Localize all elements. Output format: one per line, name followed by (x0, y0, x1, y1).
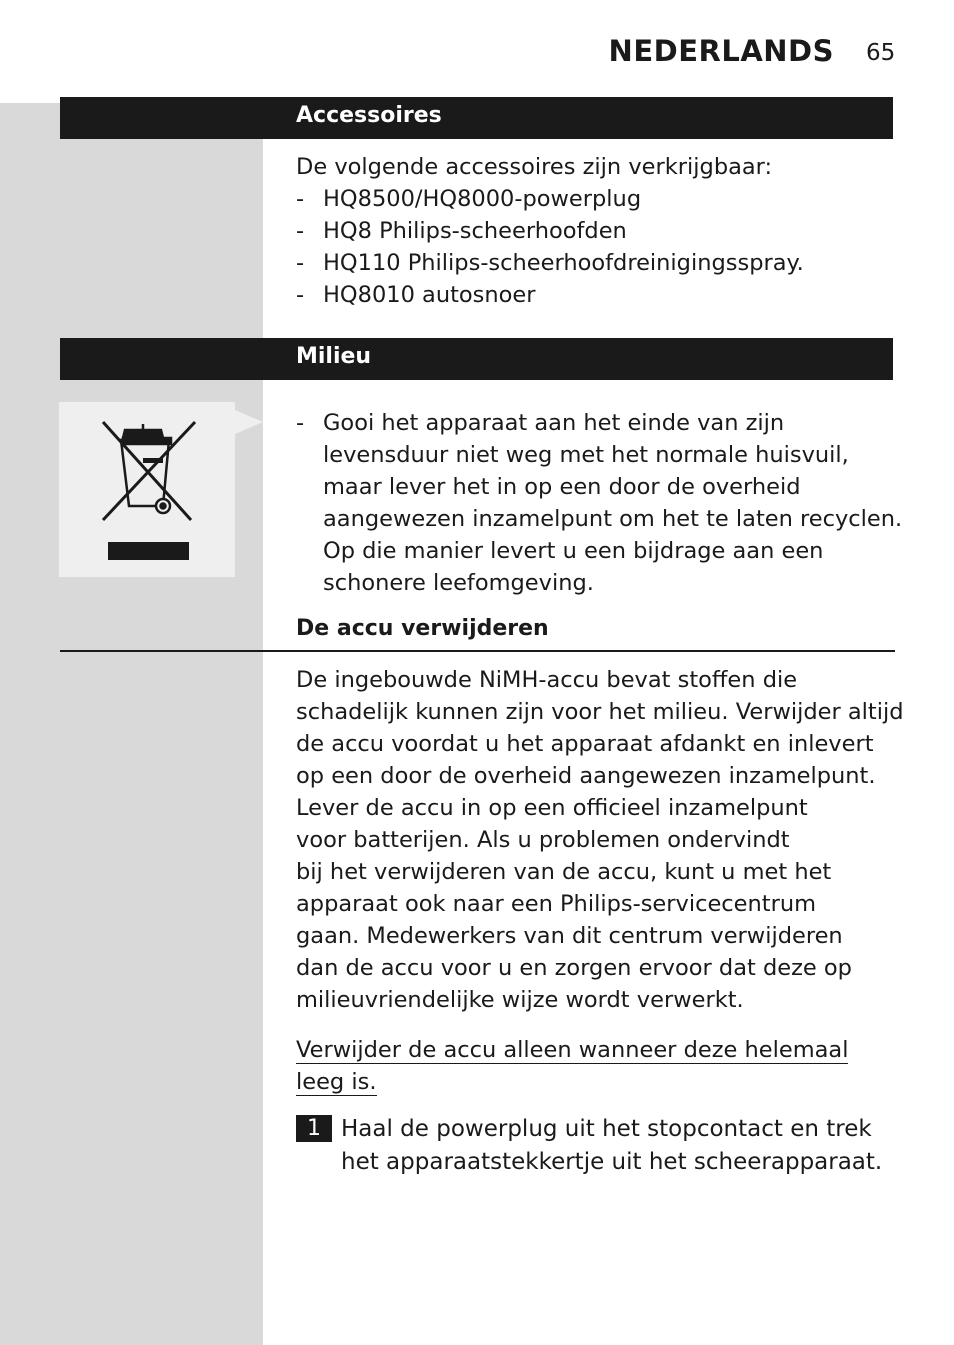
accessories-intro: De volgende accessoires zijn verkrijgbaar: (296, 154, 773, 180)
battery-line: Lever de accu in op een officieel inzamelpunt (296, 795, 808, 821)
environment-line: - Gooi het apparaat aan het einde van zijn (323, 410, 785, 436)
environment-rule (60, 378, 893, 380)
left-sidebar (0, 103, 263, 1345)
battery-warning (296, 1034, 869, 1098)
environment-line: maar lever het in op een door de overheid (323, 474, 801, 500)
battery-line: milieuvriendelijke wijze wordt verwerkt. (296, 987, 744, 1013)
crossed-out-wheelie-bin-icon (59, 402, 235, 577)
environment-title: Milieu (296, 344, 372, 369)
battery-line: voor batterijen. Als u problemen ondervindt (296, 827, 790, 853)
battery-heading-rule (60, 650, 895, 652)
battery-line: schadelijk kunnen zijn voor het milieu. Verwijder altijd (296, 699, 904, 725)
weee-icon-box (59, 402, 235, 577)
battery-line: de accu voordat u het apparaat afdankt en inlevert (296, 731, 874, 757)
step-line: het apparaatstekkertje uit het scheerapparaat. (341, 1149, 883, 1175)
battery-line: gaan. Medewerkers van dit centrum verwijderen (296, 923, 843, 949)
page-language-title: NEDERLANDS (608, 34, 834, 68)
accessories-text (296, 151, 804, 311)
battery-line: De ingebouwde NiMH-accu bevat stoffen die (296, 667, 798, 693)
accessory-item: - HQ8500/HQ8000-powerplug (296, 183, 804, 215)
battery-line: bij het verwijderen van de accu, kunt u met het (296, 859, 832, 885)
accessory-item: - HQ8010 autosnoer (296, 279, 804, 311)
warning-line: leeg is. (296, 1069, 377, 1095)
step-1 (296, 1113, 896, 1179)
icon-pointer (235, 410, 263, 434)
step-text (296, 1113, 896, 1179)
bin-underline-bar (108, 542, 189, 560)
accessories-section-bar (60, 97, 893, 137)
environment-text (296, 407, 902, 599)
accessories-title: Accessoires (296, 103, 442, 128)
environment-section-bar (60, 338, 893, 378)
battery-removal-heading: De accu verwijderen (296, 616, 549, 641)
battery-text (296, 664, 904, 1016)
accessory-item: - HQ8 Philips-scheerhoofden (296, 215, 804, 247)
accessories-rule (60, 137, 893, 139)
environment-list (296, 407, 902, 599)
environment-line: levensduur niet weg met het normale huisvuil, (323, 442, 849, 468)
step-line: Haal de powerplug uit het stopcontact en trek (341, 1116, 872, 1142)
step-number-badge: 1 (296, 1115, 332, 1142)
accessory-item: - HQ110 Philips-scheerhoofdreinigingsspray. (296, 247, 804, 279)
environment-item (296, 407, 902, 599)
warning-line: Verwijder de accu alleen wanneer deze helemaal (296, 1037, 849, 1063)
environment-line: schonere leefomgeving. (323, 570, 594, 596)
battery-line: apparaat ook naar een Philips-servicecentrum (296, 891, 817, 917)
battery-line: op een door de overheid aangewezen inzamelpunt. (296, 763, 876, 789)
environment-line: aangewezen inzamelpunt om het te laten recyclen. (323, 506, 903, 532)
page-number: 65 (866, 40, 896, 66)
battery-line: dan de accu voor u en zorgen ervoor dat deze op (296, 955, 852, 981)
environment-line: Op die manier levert u een bijdrage aan een (323, 538, 824, 564)
accessories-list (296, 183, 804, 311)
